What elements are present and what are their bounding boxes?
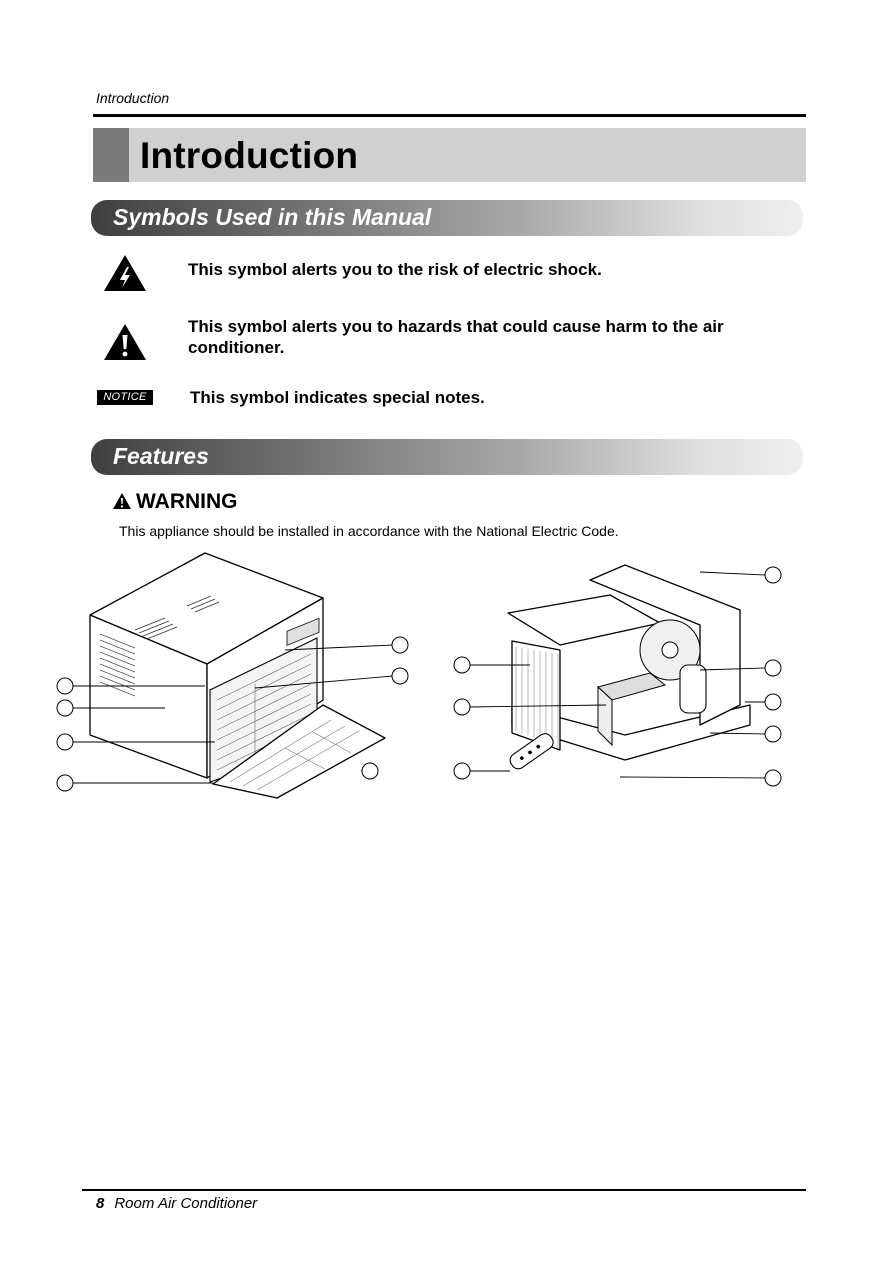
warning-heading xyxy=(112,490,238,514)
front-view-illustration xyxy=(55,550,415,800)
section-header-features xyxy=(91,439,803,475)
title-bar xyxy=(93,128,806,182)
page-title: Introduction xyxy=(140,135,359,176)
footer-title: Room Air Conditioner xyxy=(114,1195,258,1212)
section-title-symbols: Symbols Used in this Manual xyxy=(113,204,432,230)
section-title-features: Features xyxy=(113,443,209,469)
warning-text: This appliance should be installed in accordance with the National Electric Code. xyxy=(119,523,619,539)
chassis-view-illustration xyxy=(450,555,785,795)
warning-label: WARNING xyxy=(136,490,238,513)
page-number: 8 xyxy=(96,1195,105,1212)
warning-triangle-icon xyxy=(112,492,132,510)
title-tab xyxy=(93,128,129,182)
footer-rule xyxy=(82,1189,806,1191)
header-rule xyxy=(93,114,806,117)
caution-exclamation-icon xyxy=(103,323,147,361)
symbol-text-hazard: This symbol alerts you to hazards that could cause harm to the air conditioner. xyxy=(188,317,724,357)
section-header-symbols xyxy=(91,200,803,236)
symbol-text-notice: This symbol indicates special notes. xyxy=(190,388,485,407)
notice-badge: NOTICE xyxy=(97,390,153,405)
running-header: Introduction xyxy=(96,90,170,106)
symbol-text-shock: This symbol alerts you to the risk of electric shock. xyxy=(188,260,602,279)
electric-shock-warning-icon xyxy=(103,254,147,292)
page-footer xyxy=(96,1195,257,1212)
